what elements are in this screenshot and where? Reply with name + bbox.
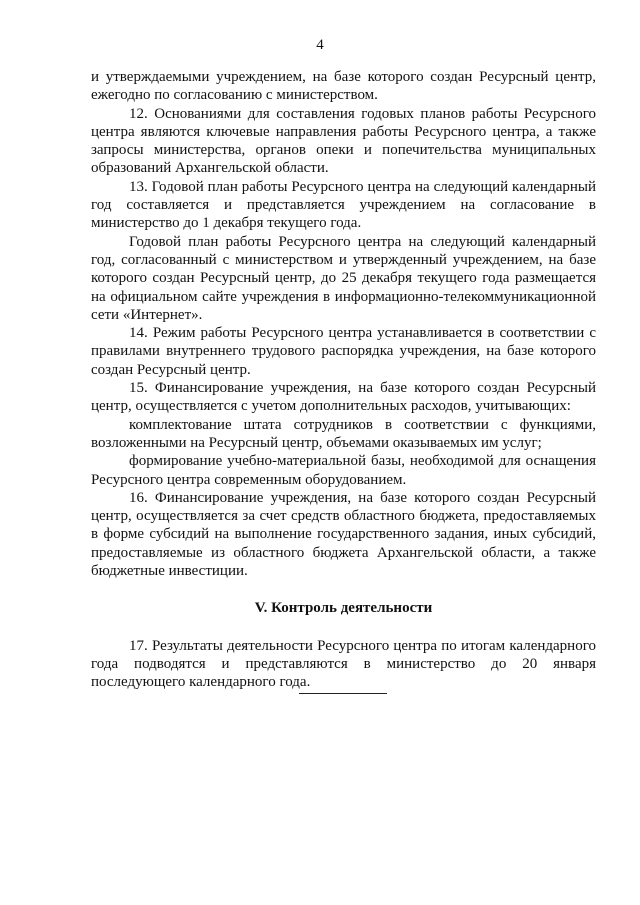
paragraph: 15. Финансирование учреждения, на базе которого создан Ресурсный центр, осуществляется с учетом дополнительных расходов, учитывающих: (91, 380, 596, 415)
document-body (91, 68, 596, 692)
paragraph: формирование учебно-материальной базы, необходимой для оснащения Ресурсного центра современным оборудованием. (91, 453, 596, 488)
paragraph: Годовой план работы Ресурсного центра на следующий календарный год, согласованный с министерством и утвержденный учреждением, на базе которого создан Ресурсный центр, до 25 декабря текущего года размещается на официальном сайте учреждения в информационно-телекоммуникационной сети «Интернет». (91, 233, 596, 323)
paragraph: 16. Финансирование учреждения, на базе которого создан Ресурсный центр, осуществляется за счет средств областного бюджета, предоставляемых в форме субсидий на выполнение государственного задания, иных субсидий, предоставляемые из областного бюджета Архангельской области, а также бюджетные инвестиции. (91, 489, 596, 580)
section-heading: V. Контроль деятельности (254, 600, 433, 617)
paragraph: комплектование штата сотрудников в соответствии с функциями, возложенными на Ресурсный центр, объемами оказываемых им услуг; (91, 416, 596, 451)
paragraph: и утверждаемыми учреждением, на базе которого создан Ресурсный центр, ежегодно по согласованию с министерством. (91, 69, 596, 104)
paragraph: 17. Результаты деятельности Ресурсного центра по итогам календарного года подводятся и представляются в министерство до 20 января последующего календарного года. (91, 637, 596, 691)
paragraph: 13. Годовой план работы Ресурсного центра на следующий календарный год составляется и представляется учреждением на согласование в министерство до 1 декабря текущего года. (91, 178, 596, 232)
paragraph: 14. Режим работы Ресурсного центра устанавливается в соответствии с правилами внутреннего трудового распорядка учреждения, на базе которого создан Ресурсный центр. (91, 325, 596, 378)
page-number: 4 (316, 37, 324, 53)
end-divider-line (299, 693, 387, 694)
paragraphs-after-heading (91, 637, 596, 692)
paragraphs-before-heading (91, 68, 596, 580)
paragraph: 12. Основаниями для составления годовых планов работы Ресурсного центра являются ключевые направления работы Ресурсного центра, а также запросы министерства, органов опеки и попечительства муниципальных образований Архангельской области. (91, 105, 596, 177)
